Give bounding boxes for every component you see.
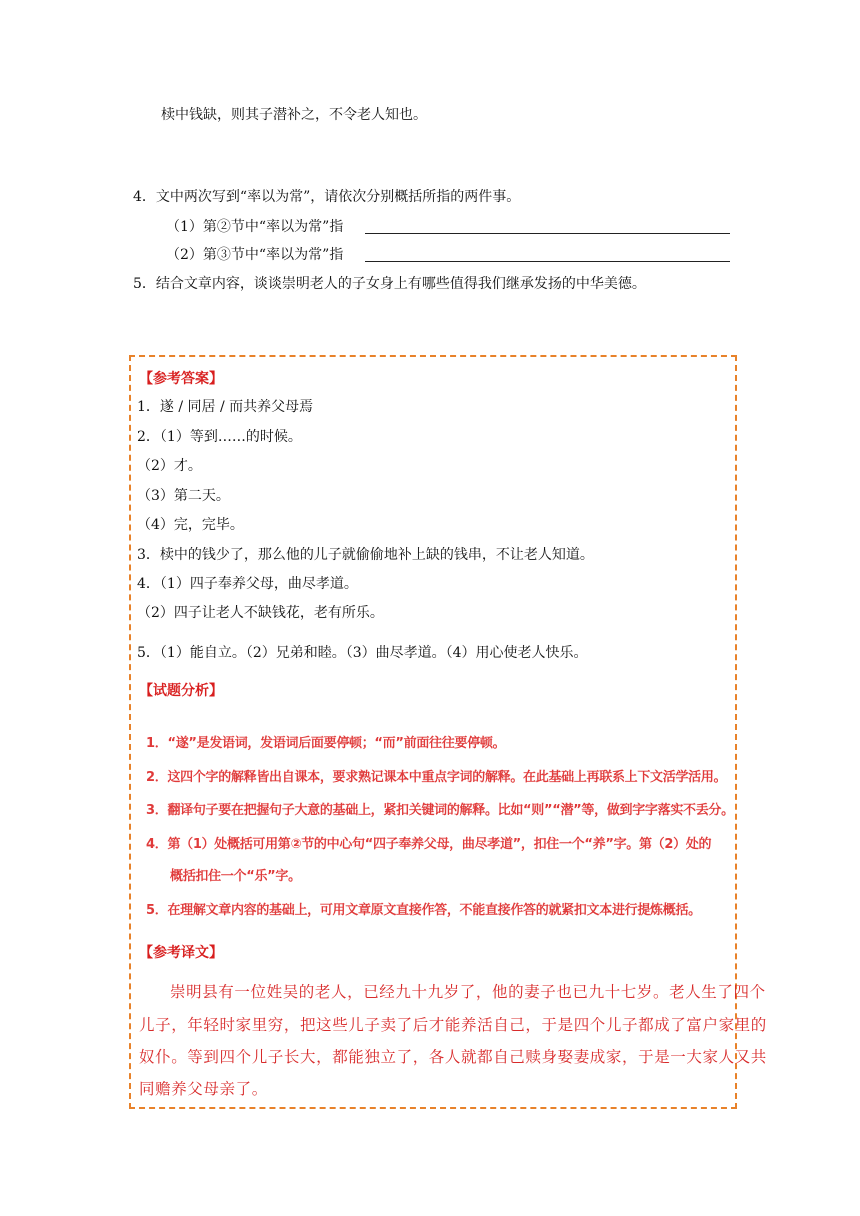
analysis-line: 概括扣住一个“乐”字。 [170, 869, 301, 884]
answer-line: （4）完，完毕。 [137, 517, 244, 533]
answer-line: （3）第二天。 [137, 488, 230, 504]
question-4-sub2-answer-line[interactable] [365, 261, 730, 262]
reference-answer-heading: 【参考答案】 [139, 371, 223, 387]
analysis-line: 4．第（1）处概括可用第②节的中心句“四子奉养父母，曲尽孝道”，扣住一个“养”字。第（2）处的 [146, 837, 712, 852]
question-4-sub2-label: （2）第③节中“率以为常”指 [166, 247, 344, 263]
question-5-stem: 5．结合文章内容，谈谈崇明老人的子女身上有哪些值得我们继承发扬的中华美德。 [133, 276, 646, 292]
translation-line: 同赡养父母亲了。 [139, 1080, 268, 1098]
question-4-stem: 4．文中两次写到“率以为常”，请依次分别概括所指的两件事。 [133, 189, 521, 205]
answer-line: 2．（1）等到……的时候。 [137, 429, 302, 445]
question-4-sub1-answer-line[interactable] [365, 233, 730, 234]
translation-line: 奴仆。等到四个儿子长大，都能独立了，各人就都自己赎身娶妻成家，于是一大家人又共 [139, 1048, 767, 1066]
analysis-heading: 【试题分析】 [139, 683, 223, 699]
analysis-line: 3．翻译句子要在把握句子大意的基础上，紧扣关键词的解释。比如“则”“潜”等，做到字字落实不丢分。 [146, 803, 734, 818]
translation-line: 儿子，年轻时家里穷，把这些儿子卖了后才能养活自己，于是四个儿子都成了富户家里的 [139, 1016, 767, 1034]
passage-line: 椟中钱缺，则其子潜补之，不令老人知也。 [161, 107, 427, 123]
answer-line: （2）才。 [137, 458, 202, 474]
analysis-line: 2．这四个字的解释皆出自课本，要求熟记课本中重点字词的解释。在此基础上再联系上下文活学活用。 [146, 770, 727, 785]
translation-line: 崇明县有一位姓吴的老人，已经九十九岁了，他的妻子也已九十七岁。老人生了四个 [170, 983, 766, 1001]
answer-line: 1．遂 / 同居 / 而共养父母焉 [137, 399, 314, 415]
answer-line: （2）四子让老人不缺钱花，老有所乐。 [137, 605, 384, 621]
answer-line: 5．（1）能自立。（2）兄弟和睦。（3）曲尽孝道。（4）用心使老人快乐。 [137, 645, 588, 661]
question-4-sub1-label: （1）第②节中“率以为常”指 [166, 219, 344, 235]
analysis-line: 5．在理解文章内容的基础上，可用文章原文直接作答，不能直接作答的就紧扣文本进行提炼概括。 [146, 903, 701, 918]
answer-line: 3．椟中的钱少了，那么他的儿子就偷偷地补上缺的钱串，不让老人知道。 [137, 547, 594, 563]
translation-heading: 【参考译文】 [139, 945, 223, 961]
analysis-line: 1．“遂”是发语词，发语词后面要停顿；“而”前面往往要停顿。 [146, 736, 506, 751]
answer-line: 4．（1）四子奉养父母，曲尽孝道。 [137, 576, 358, 592]
